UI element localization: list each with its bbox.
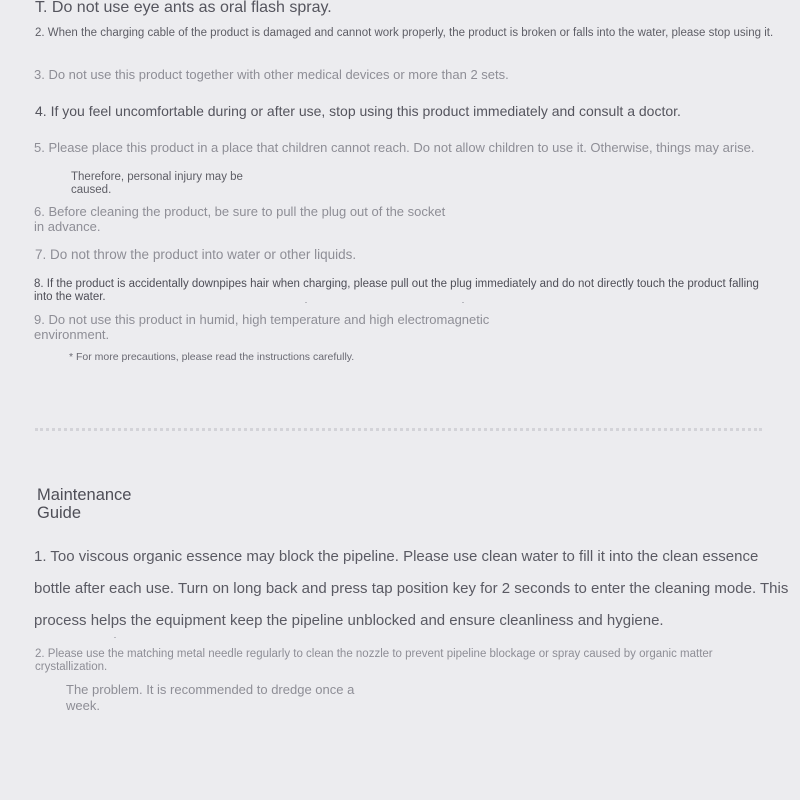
maintenance-item-2-continuation: The problem. It is recommended to dredge once a week. [66,682,355,713]
section-divider [35,428,762,431]
maintenance-item-1: 1. Too viscous organic essence may block the pipeline. Please use clean water to fill it into the clean essence bottle after each use. Turn on long back and press tap position key for 2 seconds to enter the cleaning mode. This process helps the equipment keep the pipeline unblocked and ensure cleanliness and hygiene. [34,548,789,629]
precautions-note: * For more precautions, please read the instructions carefully. [69,351,355,363]
precaution-item-8: 8. If the product is accidentally downpipes hair when charging, please pull out the plug immediately and do not directly touch the product falling into the water. [34,278,759,303]
maintenance-item-2: 2. Please use the matching metal needle regularly to clean the nozzle to prevent pipeline blockage or spray caused by organic matter crystallization. [35,648,713,674]
precaution-item-5: 5. Please place this product in a place that children cannot reach. Do not allow children to use it. Otherwise, things may arise. [34,140,755,155]
print-speck [305,302,307,303]
precaution-item-9: 9. Do not use this product in humid, high temperature and high electromagnetic environment. [34,312,490,342]
print-speck [462,302,464,303]
precaution-item-6: 6. Before cleaning the product, be sure to pull the plug out of the socket in advance. [34,204,446,234]
precaution-item-7: 7. Do not throw the product into water or other liquids. [35,247,357,262]
precaution-item-1: T. Do not use eye ants as oral flash spray. [35,0,332,16]
print-speck [114,637,116,638]
precaution-item-3: 3. Do not use this product together with other medical devices or more than 2 sets. [34,67,509,82]
precaution-item-2: 2. When the charging cable of the product is damaged and cannot work properly, the product is broken or falls into the water, please stop using it. [35,27,774,39]
precaution-item-5-continuation: Therefore, personal injury may be caused. [71,171,243,197]
precaution-item-4: 4. If you feel uncomfortable during or after use, stop using this product immediately and consult a doctor. [35,103,681,119]
maintenance-guide-title: Maintenance Guide [37,486,132,523]
